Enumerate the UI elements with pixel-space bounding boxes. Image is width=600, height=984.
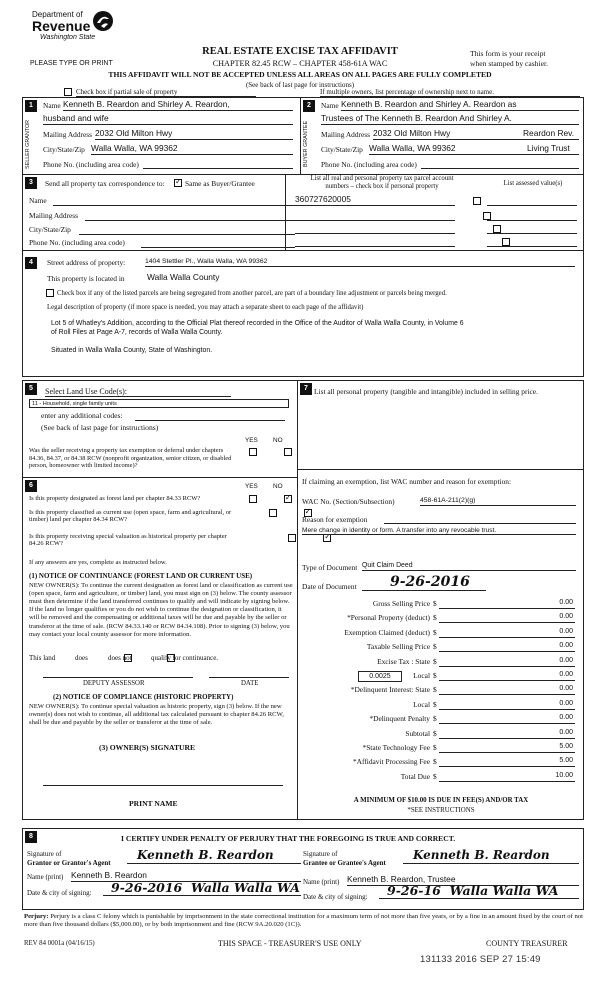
amount-row — [300, 772, 586, 783]
grantor-date-label: Date & city of signing: — [27, 889, 92, 897]
certify-statement: I CERTIFY UNDER PENALTY OF PERJURY THAT THE FOREGOING IS TRUE AND CORRECT. — [121, 834, 456, 843]
parcel-number-3[interactable] — [295, 225, 455, 234]
s6-q3-yes-checkbox[interactable] — [288, 534, 296, 542]
same-as-buyer-checkbox[interactable] — [174, 179, 182, 187]
corr-name-field[interactable] — [53, 197, 295, 206]
dollar-sign: $ — [433, 699, 437, 709]
buyer-phone-label: Phone No. (including area code) — [321, 160, 417, 169]
s6-question-3: Is this property receiving special valuation as historical property per chapter 84.26 RCW? — [29, 533, 227, 548]
seller-mail-label: Mailing Address — [43, 130, 93, 139]
form-revision: REV 84 0001a (04/16/15) — [24, 940, 95, 947]
legal-line2: of Roll Files at Page A-7, records of Walla Walla County. — [51, 329, 223, 336]
section-6-number: 6 — [25, 480, 37, 492]
amount-value[interactable]: 0.00 — [439, 700, 575, 710]
buyer-name-line1[interactable]: Kenneth B. Reardon and Shirley A. Reardon as — [341, 100, 579, 111]
grantee-date-city[interactable]: 9-26-16 Walla Walla WA — [379, 884, 579, 899]
amount-row — [300, 657, 586, 668]
treasurer-space: THIS SPACE - TREASURER'S USE ONLY — [218, 939, 362, 948]
doc-type[interactable]: Quit Claim Deed — [362, 562, 576, 571]
street-label: Street address of property: — [47, 258, 126, 267]
seller-city[interactable]: Walla Walla, WA 99362 — [91, 144, 293, 155]
dor-swoosh-icon — [92, 10, 114, 32]
grantee-sig-label1: Signature of — [303, 850, 338, 858]
corr-mail-field[interactable] — [85, 212, 295, 221]
parcel-divider — [285, 175, 286, 251]
s5-q1-no-checkbox[interactable] — [284, 448, 292, 456]
doc-date[interactable]: 9-26-2016 — [362, 574, 486, 591]
dollar-sign: $ — [433, 757, 437, 767]
segregated-label: Check box if any of the listed parcels are being segregated from another parcel, are part of a boundary line adjustment or parcels being merged. — [57, 290, 447, 297]
seller-name-line2[interactable]: husband and wife — [43, 114, 293, 125]
dollar-sign: $ — [433, 671, 437, 680]
reason-field-line-2[interactable] — [302, 526, 576, 535]
this-land-label: This land — [29, 654, 56, 662]
grantor-date-city[interactable]: 9-26-2016 Walla Walla WA — [103, 881, 301, 896]
s6-yes-header: YES — [245, 483, 258, 490]
additional-codes-label: enter any additional codes: — [41, 411, 123, 420]
seller-mail[interactable]: 2032 Old Milton Hwy — [95, 129, 293, 140]
buyer-mail-extra: Reardon Rev. — [523, 128, 575, 138]
dollar-sign: $ — [433, 685, 437, 695]
amount-row — [300, 714, 586, 725]
amount-value[interactable]: 0.00 — [439, 729, 575, 739]
buyer-mail-label: Mailing Address — [321, 130, 371, 139]
buyer-city-label: City/State/Zip — [321, 145, 363, 154]
buyer-side-label: BUYER GRANTEE — [303, 120, 309, 168]
dollar-sign: $ — [433, 642, 437, 652]
assessed-value-2[interactable] — [487, 212, 577, 221]
amount-row — [300, 599, 586, 610]
please-type: PLEASE TYPE OR PRINT — [30, 60, 113, 67]
grantor-name-label: Name (print) — [27, 873, 64, 881]
dollar-sign: $ — [433, 743, 437, 752]
grantor-name[interactable]: Kenneth B. Reardon — [71, 871, 301, 882]
deputy-assessor-date[interactable] — [209, 670, 289, 678]
amount-value[interactable]: 0.00 — [439, 613, 575, 623]
dor-logo — [32, 10, 142, 52]
dept-line1: Department of — [32, 10, 83, 19]
form-title: REAL ESTATE EXCISE TAX AFFIDAVIT — [202, 46, 398, 57]
corr-mail-label: Mailing Address — [29, 211, 79, 220]
perjury-notice — [24, 913, 584, 930]
corr-city-field[interactable] — [79, 226, 295, 235]
corr-city-label: City/State/Zip — [29, 225, 71, 234]
amount-value[interactable]: 0.00 — [439, 685, 575, 695]
seller-phone-field[interactable] — [143, 161, 293, 169]
grantee-signature[interactable]: Kenneth B. Reardon — [403, 849, 579, 864]
s6-question-2: Is this property classified as current use (open space, farm and agricultural, or timber) land per chapter 84.34 RCW? — [29, 509, 232, 524]
section-3-number: 3 — [25, 177, 37, 189]
form-subtitle: CHAPTER 82.45 RCW – CHAPTER 458-61A WAC — [212, 59, 388, 68]
local-rate-box[interactable]: 0.0025 — [358, 671, 402, 682]
section-2-number: 2 — [303, 100, 315, 112]
amount-row — [300, 671, 586, 682]
warning-line: THIS AFFIDAVIT WILL NOT BE ACCEPTED UNLESS ALL AREAS ON ALL PAGES ARE FULLY COMPLETED — [108, 70, 492, 79]
amount-label: *Affidavit Processing Fee — [352, 757, 430, 767]
amount-value[interactable]: 5.00 — [439, 757, 575, 767]
qualify-label: qualify for continuance. — [151, 654, 219, 662]
amount-value[interactable]: 0.00 — [439, 599, 575, 609]
reason-label: Reason for exemption — [302, 515, 368, 524]
s6-q2-yes-checkbox[interactable] — [269, 509, 277, 517]
s6-q1-yes-checkbox[interactable] — [249, 495, 257, 503]
amount-row — [300, 700, 586, 711]
seller-side-label-box — [25, 116, 37, 172]
if-any-yes: If any answers are yes, complete as instructed below. — [29, 559, 167, 566]
same-as-buyer-label: Same as Buyer/Grantee — [185, 179, 255, 188]
assessed-value-1[interactable] — [487, 197, 577, 206]
amount-value[interactable]: 0.00 — [439, 671, 575, 681]
corr-phone-label: Phone No. (including area code) — [29, 238, 125, 247]
wac-number[interactable]: 458-61A-211(2)(g) — [420, 497, 576, 506]
reason-text: Mere change in identity or form. A transfer into any revocable trust. — [302, 527, 497, 534]
perjury-text: Perjury is a class C felony which is punishable by imprisonment in the state correctional institution for a maximum term of not more than five years, or by a fine in an amount fixed by the court of not more than five thousand dollars ($5,000.00), or by both imprisonment and fine (RCW 9A.20.020 (1C)). — [24, 913, 584, 929]
section-property — [22, 251, 584, 377]
amount-value[interactable]: 0.00 — [439, 628, 575, 638]
parcel-header-line1: List all real and personal property tax parcel account — [310, 175, 454, 182]
amount-label: *Delinquent Interest: State — [350, 685, 430, 695]
doc-date-label: Date of Document — [302, 582, 357, 591]
s5-yes-header: YES — [245, 437, 258, 444]
section-land-use — [22, 380, 298, 478]
amount-value[interactable]: 0.00 — [439, 657, 575, 667]
amount-value[interactable]: 10.00 — [439, 772, 575, 782]
buyer-city[interactable]: Walla Walla, WA 99362 — [369, 144, 579, 155]
buyer-side-label-box — [303, 116, 315, 172]
see-back-header: (See back of last page for instructions) — [245, 81, 355, 89]
notice-continuance-title: (1) NOTICE OF CONTINUANCE (FOREST LAND OR CURRENT USE) — [29, 572, 253, 580]
does-not-label: does not — [108, 654, 132, 662]
s5-question-1: Was the seller receiving a property tax exemption or deferral under chapters 84.36, 84.37, or 84.38 RCW (nonprofit organization, senior citizen, or disabled person, homeowner with limited income)? — [29, 447, 232, 470]
doc-type-label: Type of Document — [302, 563, 358, 572]
section-forest-land — [22, 478, 298, 820]
dollar-sign: $ — [433, 728, 437, 738]
section-seller — [22, 97, 300, 175]
section-buyer — [300, 97, 584, 175]
does-label: does — [75, 654, 88, 662]
date-label: DATE — [241, 680, 259, 687]
amount-row — [300, 743, 586, 754]
seller-phone-label: Phone No. (including area code) — [43, 160, 139, 169]
owner-signature-label: (3) OWNER(S) SIGNATURE — [99, 743, 196, 752]
corr-phone-field[interactable] — [141, 239, 295, 248]
dollar-sign: $ — [433, 613, 437, 623]
section-5-number: 5 — [25, 383, 37, 395]
segregated-checkbox[interactable] — [46, 289, 54, 297]
amount-label: *State Technology Fee — [362, 743, 430, 752]
s6-no-header: NO — [273, 483, 283, 490]
parcel-number-2[interactable] — [295, 212, 455, 221]
grantor-sig-label1: Signature of — [27, 850, 62, 858]
amount-row — [300, 628, 586, 639]
owner-signature-field[interactable] — [43, 778, 283, 786]
deputy-assessor-label: DEPUTY ASSESSOR — [83, 680, 145, 687]
amount-row — [300, 642, 586, 653]
deputy-assessor-signature[interactable] — [43, 670, 193, 678]
section-4-number: 4 — [25, 257, 37, 269]
seller-name-label: Name — [43, 101, 61, 110]
county-treasurer: COUNTY TREASURER — [486, 939, 568, 948]
amount-value[interactable]: 0.00 — [439, 714, 575, 724]
partial-sale-label: Check box if partial sale of property — [76, 88, 256, 97]
located-county[interactable]: Walla Walla County — [147, 272, 220, 282]
grantor-sig-label2: Grantor or Grantor's Agent — [27, 859, 111, 867]
section-1-number: 1 — [25, 100, 37, 112]
dollar-sign: $ — [433, 599, 437, 608]
exemption-label: If claiming an exemption, list WAC number and reason for exemption: — [302, 477, 512, 486]
perjury-label: Perjury: — [24, 913, 49, 920]
land-use-label: Select Land Use Code(s): — [45, 387, 231, 397]
parcel-header-line2: numbers – check box if personal property — [325, 182, 439, 190]
buyer-city-extra: Living Trust — [527, 143, 570, 153]
amount-row — [300, 685, 586, 696]
notice-compliance-text: NEW OWNER(S): To continue special valuation as historic property, sign (3) below. If the new owner(s) does not wish to continue, all additional tax calculated pursuant to chapter 84.26 RCW, shall be due and payable by the seller or transferor at the time of sale. — [29, 703, 284, 727]
receipt-line2: when stamped by cashier. — [470, 59, 549, 68]
dollar-sign: $ — [433, 656, 437, 666]
seller-side-label: SELLER GRANTOR — [25, 119, 31, 169]
grantee-sig-label2: Grantee or Grantee's Agent — [303, 859, 386, 867]
notice-continuance-text: NEW OWNER(S): To continue the current designation as forest land or classification as current use (open space, farm and agriculture, or timber) land, you must sign on (3) below. The county assessor must then determine if the land transferred continues to qualify and will indicate by signing below. If the land no longer qualifies or you do not wish to continue the designation or classification, it will be removed and the compensating or additional taxes will be due and payable by the seller or transferor at the time of sale. (RCW 84.33.140 or RCW 84.34.108). Prior to signing (3) below, you may contact your local county assessor for more information. — [29, 582, 293, 638]
treasurer-stamp: 131133 2016 SEP 27 15:49 — [420, 954, 541, 965]
land-use-select[interactable]: 11 - Household, single family units — [29, 399, 289, 408]
street-address[interactable]: 1404 Stettler Pl., Walla Walla, WA 99362 — [145, 258, 575, 267]
assessed-header: List assessed value(s) — [503, 180, 563, 187]
personal-property-label: List all personal property (tangible and intangible) included in selling price. — [314, 387, 538, 396]
wac-label: WAC No. (Section/Subsection) — [302, 497, 395, 506]
amount-row — [300, 729, 586, 740]
multiple-owners-label: If multiple owners, list percentage of ownership next to name. — [320, 88, 580, 97]
amount-label: Gross Selling Price — [372, 599, 430, 608]
amount-row — [300, 613, 586, 624]
dollar-sign: $ — [433, 627, 437, 637]
dollar-sign: $ — [433, 714, 437, 724]
buyer-mail[interactable]: 2032 Old Milton Hwy — [373, 129, 579, 140]
grantee-name-label: Name (print) — [303, 878, 340, 886]
dollar-sign: $ — [433, 771, 437, 781]
assessed-value-3[interactable] — [487, 225, 577, 234]
dept-line2: Revenue — [32, 18, 91, 34]
amount-label: Local — [413, 699, 430, 709]
section-7-number: 7 — [300, 383, 312, 395]
notice-compliance-title: (2) NOTICE OF COMPLIANCE (HISTORIC PROPERTY) — [53, 693, 234, 701]
section-certification — [22, 828, 584, 910]
buyer-name-label: Name — [321, 101, 339, 110]
grantee-name[interactable]: Kenneth B. Reardon, Trustee — [347, 875, 579, 886]
parcel-1-personal-checkbox[interactable] — [473, 197, 481, 205]
dept-line3: Washington State — [40, 34, 96, 41]
additional-codes-field[interactable] — [135, 412, 285, 421]
reason-field-line[interactable] — [384, 515, 576, 524]
land-use-see-back: (See back of last page for instructions) — [41, 423, 159, 432]
amount-label: Subtotal — [405, 728, 430, 738]
print-name-label: PRINT NAME — [129, 799, 178, 808]
s6-question-1: Is this property designated as forest land per chapter 84.33 RCW? — [29, 495, 201, 502]
partial-sale-checkbox[interactable] — [64, 88, 72, 96]
amount-label: Local — [413, 671, 430, 680]
amount-label: Excise Tax : State — [377, 656, 430, 666]
amount-value[interactable]: 5.00 — [439, 743, 575, 753]
amount-value[interactable]: 0.00 — [439, 642, 575, 652]
send-label: Send all property tax correspondence to: — [45, 179, 165, 188]
parcel-number-4[interactable] — [295, 238, 455, 247]
amount-label: Exemption Claimed (deduct) — [344, 627, 430, 637]
s6-q1-no-checkbox[interactable] — [284, 495, 292, 503]
section-8-number: 8 — [25, 831, 37, 843]
minimum-due: A MINIMUM OF $10.00 IS DUE IN FEE(S) AND/OR TAX — [353, 797, 529, 804]
see-instructions: *SEE INSTRUCTIONS — [407, 807, 475, 814]
parcel-header — [287, 175, 477, 191]
legal-line3: Situated in Walla Walla County, State of Washington. — [51, 347, 213, 354]
section-correspondence — [22, 175, 584, 251]
buyer-name-line2[interactable]: Trustees of The Kenneth B. Reardon And Shirley A. — [321, 114, 579, 125]
legal-label: Legal description of property (if more space is needed, you may attach a separate sheet to each page of the affidavit) — [47, 304, 364, 311]
buyer-phone-field[interactable] — [421, 161, 579, 169]
corr-name-label: Name — [29, 196, 47, 205]
legal-line1: Lot 5 of Whatley's Addition, according to the Official Plat thereof recorded in the Office of the Auditor of Walla Walla County, in Volume 6 — [51, 320, 464, 327]
receipt-line1: This form is your receipt — [470, 49, 546, 58]
grantee-date-label: Date & city of signing: — [303, 893, 368, 901]
amount-label: Total Due — [400, 771, 430, 781]
amount-row — [300, 757, 586, 768]
amount-label: *Delinquent Penalty — [369, 714, 430, 724]
amount-label: *Personal Property (deduct) — [347, 613, 430, 623]
s5-no-header: NO — [273, 437, 283, 444]
assessed-value-4[interactable] — [487, 238, 577, 247]
parcel-number-1[interactable]: 360727620005 — [295, 195, 455, 206]
located-label: This property is located in — [47, 274, 125, 283]
personal-property-divider — [298, 469, 584, 470]
seller-city-label: City/State/Zip — [43, 145, 85, 154]
seller-name-line1[interactable]: Kenneth B. Reardon and Shirley A. Reardon, — [63, 100, 293, 111]
s5-q1-yes-checkbox[interactable] — [249, 448, 257, 456]
amount-label: Taxable Selling Price — [366, 642, 430, 652]
grantor-signature[interactable]: Kenneth B. Reardon — [127, 849, 301, 864]
